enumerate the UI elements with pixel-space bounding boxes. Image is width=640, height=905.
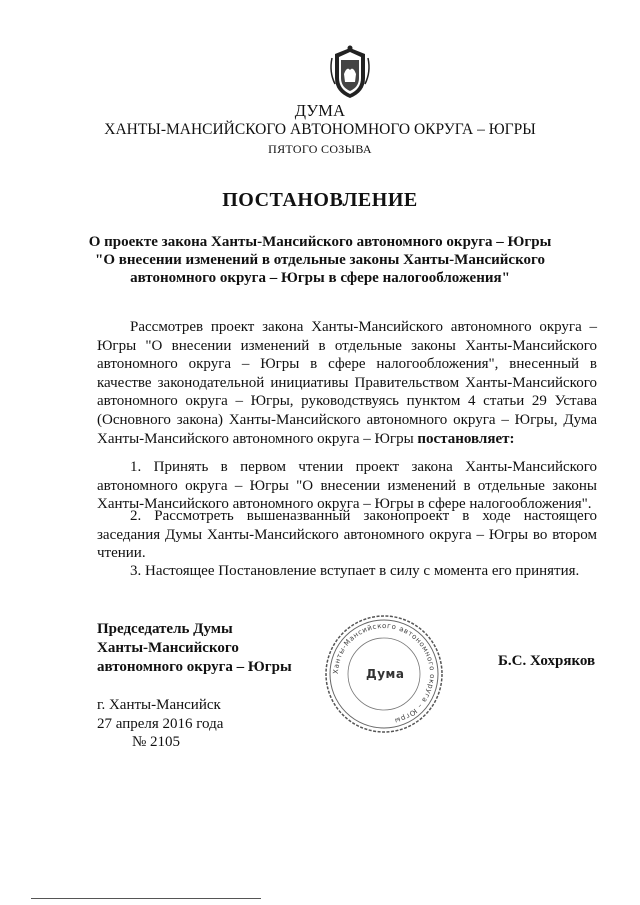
subject-line-2: "О внесении изменений в отдельные законы Ханты-Мансийского [95,252,545,268]
signatory-title-line-3: автономного округа – Югры [97,658,292,675]
resolution-item-1: 1. Принять в первом чтении проект закона Ханты-Мансийского автономного округа – Югры "О внесении изменений в отдельные законы Ханты-Мансийского автономного округа – Югры в сфере налогообложения". [97,459,597,513]
convocation: ПЯТОГО СОЗЫВА [268,142,372,156]
signatory-title-line-1: Председатель Думы [97,621,233,637]
document-subject [0,233,640,287]
document-number: № 2105 [132,734,181,750]
resolution-item-2: 2. Рассмотреть вышеназванный законопроект в ходе настоящего заседания Думы Ханты-Мансийского автономного округа – Югры во втором чтении. [97,508,597,562]
date: 27 апреля 2016 года [97,715,224,732]
stamp-center-text: Дума [366,667,405,681]
official-stamp [322,612,446,736]
resolution-item-3: 3. Настоящее Постановление вступает в силу с момента его принятия. [130,563,580,579]
issuer-region: ХАНТЫ-МАНСИЙСКОГО АВТОНОМНОГО ОКРУГА – ЮГРЫ [104,121,536,138]
preamble [97,318,597,448]
signatory-title [97,620,292,676]
place: г. Ханты-Мансийск [97,697,221,713]
place-and-date [97,696,223,734]
document-type: ПОСТАНОВЛЕНИЕ [222,189,418,211]
signatory-name: Б.С. Хохряков [498,653,596,669]
subject-line-3: автономного округа – Югры в сфере налогообложения" [130,270,510,286]
subject-line-1: О проекте закона Ханты-Мансийского автономного округа – Югры [88,234,552,250]
footer-divider [31,898,261,899]
coat-of-arms-emblem [327,44,373,100]
preamble-text: Рассмотрев проект закона Ханты-Мансийского автономного округа – Югры "О внесении изменений в отдельные законы Ханты-Мансийского автономного округа – Югры в сфере налогообложения", внесенный в качестве законодательной инициативы Правительством Ханты-Мансийского автономного округа – Югры, руководствуясь пунктом 4 статьи 29 Устава (Основного закона) Ханты-Мансийского автономного округа – Югры, Дума Ханты-Мансийского автономного округа – Югры [97,319,597,447]
signatory-title-line-2: Ханты-Мансийского [97,639,239,656]
stamp-ring-text: Ханты-Мансийского автономного округа – Югры [331,621,437,725]
issuer-name: ДУМА [294,101,346,120]
decision-word: постановляет: [417,430,515,447]
